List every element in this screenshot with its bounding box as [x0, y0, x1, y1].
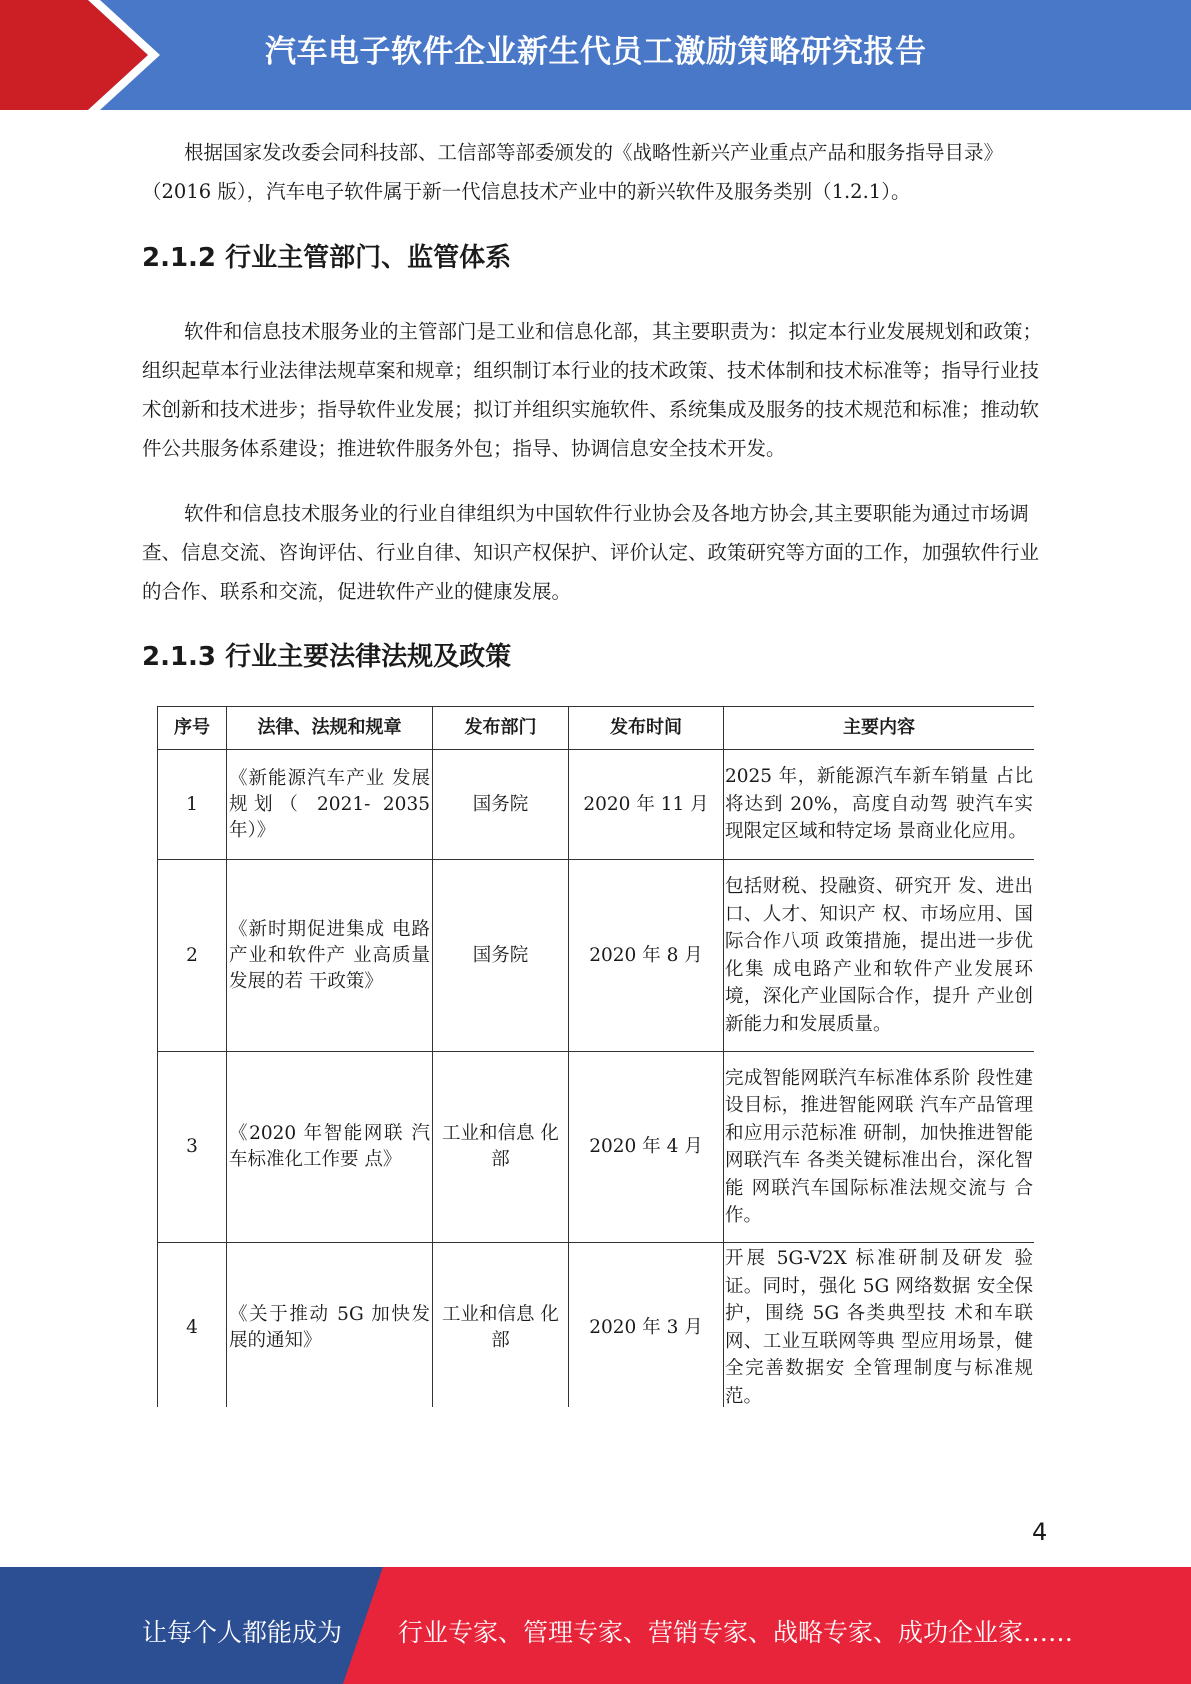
- law-name: 《新能源汽车产业 发展规划（ 2021- 2035 年）》: [227, 750, 433, 860]
- row-number: 4: [158, 1243, 227, 1408]
- law-name: 《关于推动 5G 加快发展的通知》: [227, 1243, 433, 1408]
- header-cell-date: 发布时间: [569, 707, 724, 750]
- law-name: 《2020 年智能网联 汽车标准化工作要 点》: [227, 1052, 433, 1243]
- main-content: 开展 5G-V2X 标准研制及研发 验证。同时，强化 5G 网络数据 安全保护，围绕 5G 各类典型技 术和车联网、工业互联网等典 型应用场景，健全完善数据安 全管理制度与标准规范。: [724, 1243, 1035, 1408]
- table-row: [158, 860, 1035, 1052]
- issue-date: 2020 年 8 月: [569, 860, 724, 1052]
- regulations-table-container: [157, 706, 1034, 1407]
- page-number: 4: [1032, 1518, 1048, 1546]
- table-row: [158, 1243, 1035, 1408]
- section-heading-2-1-2: 2.1.2 行业主管部门、监管体系: [142, 243, 512, 273]
- table-row: [158, 1052, 1035, 1243]
- report-title: 汽车电子软件企业新生代员工激励策略研究报告: [265, 34, 927, 70]
- issue-date: 2020 年 11 月: [569, 750, 724, 860]
- section-heading-2-1-3: 2.1.3 行业主要法律法规及政策: [142, 642, 512, 672]
- issue-date: 2020 年 4 月: [569, 1052, 724, 1243]
- table-row: [158, 750, 1035, 860]
- header-cell-no: 序号: [158, 707, 227, 750]
- header-banner: [0, 0, 1191, 110]
- issuing-dept: 国务院: [433, 860, 569, 1052]
- regulations-table: [157, 706, 1034, 1407]
- row-number: 3: [158, 1052, 227, 1243]
- law-name: 《新时期促进集成 电路产业和软件产 业高质量发展的若 干政策》: [227, 860, 433, 1052]
- issue-date: 2020 年 3 月: [569, 1243, 724, 1408]
- header-cell-dept: 发布部门: [433, 707, 569, 750]
- header-cell-content: 主要内容: [724, 707, 1035, 750]
- issuing-dept: 工业和信息 化部: [433, 1243, 569, 1408]
- issuing-dept: 工业和信息 化部: [433, 1052, 569, 1243]
- main-content: 完成智能网联汽车标准体系阶 段性建设目标，推进智能网联 汽车产品管理和应用示范标准 研制，加快推进智能网联汽车 各类关键标准出台，深化智能 网联汽车国际标准法规交流与 合作。: [724, 1052, 1035, 1243]
- row-number: 1: [158, 750, 227, 860]
- header-cell-law: 法律、法规和规章: [227, 707, 433, 750]
- intro-paragraph: 根据国家发改委会同科技部、工信部等部委颁发的《战略性新兴产业重点产品和服务指导目录》（2016 版），汽车电子软件属于新一代信息技术产业中的新兴软件及服务类别（1.2.1）。: [142, 141, 1004, 203]
- department-paragraph: 软件和信息技术服务业的主管部门是工业和信息化部，其主要职责为：拟定本行业发展规划和政策；组织起草本行业法律法规草案和规章；组织制订本行业的技术政策、技术体制和技术标准等；指导行业技术创新和技术进步；指导软件业发展；拟订并组织实施软件、系统集成及服务的技术规范和标准；推动软件公共服务体系建设；推进软件服务外包；指导、协调信息安全技术开发。: [142, 320, 1043, 460]
- association-paragraph: 软件和信息技术服务业的行业自律组织为中国软件行业协会及各地方协会,其主要职能为通过市场调查、信息交流、咨询评估、行业自律、知识产权保护、评价认定、政策研究等方面的工作，加强软件行业的合作、联系和交流，促进软件产业的健康发展。: [142, 502, 1040, 603]
- main-content: 2025 年，新能源汽车新车销量 占比将达到 20%，高度自动驾 驶汽车实现限定区域和特定场 景商业化应用。: [724, 750, 1035, 860]
- row-number: 2: [158, 860, 227, 1052]
- table-header-row: [158, 707, 1035, 750]
- footer-slogan-left: 让每个人都能成为: [142, 1618, 343, 1647]
- main-content: 包括财税、投融资、研究开 发、进出口、人才、知识产 权、市场应用、国际合作八项 政策措施，提出进一步优化集 成电路产业和软件产业发展环 境，深化产业国际合作，提升 产业创新能力和发展质量。: [724, 860, 1035, 1052]
- footer-slogan-right: 行业专家、管理专家、营销专家、战略专家、成功企业家……: [398, 1618, 1074, 1647]
- issuing-dept: 国务院: [433, 750, 569, 860]
